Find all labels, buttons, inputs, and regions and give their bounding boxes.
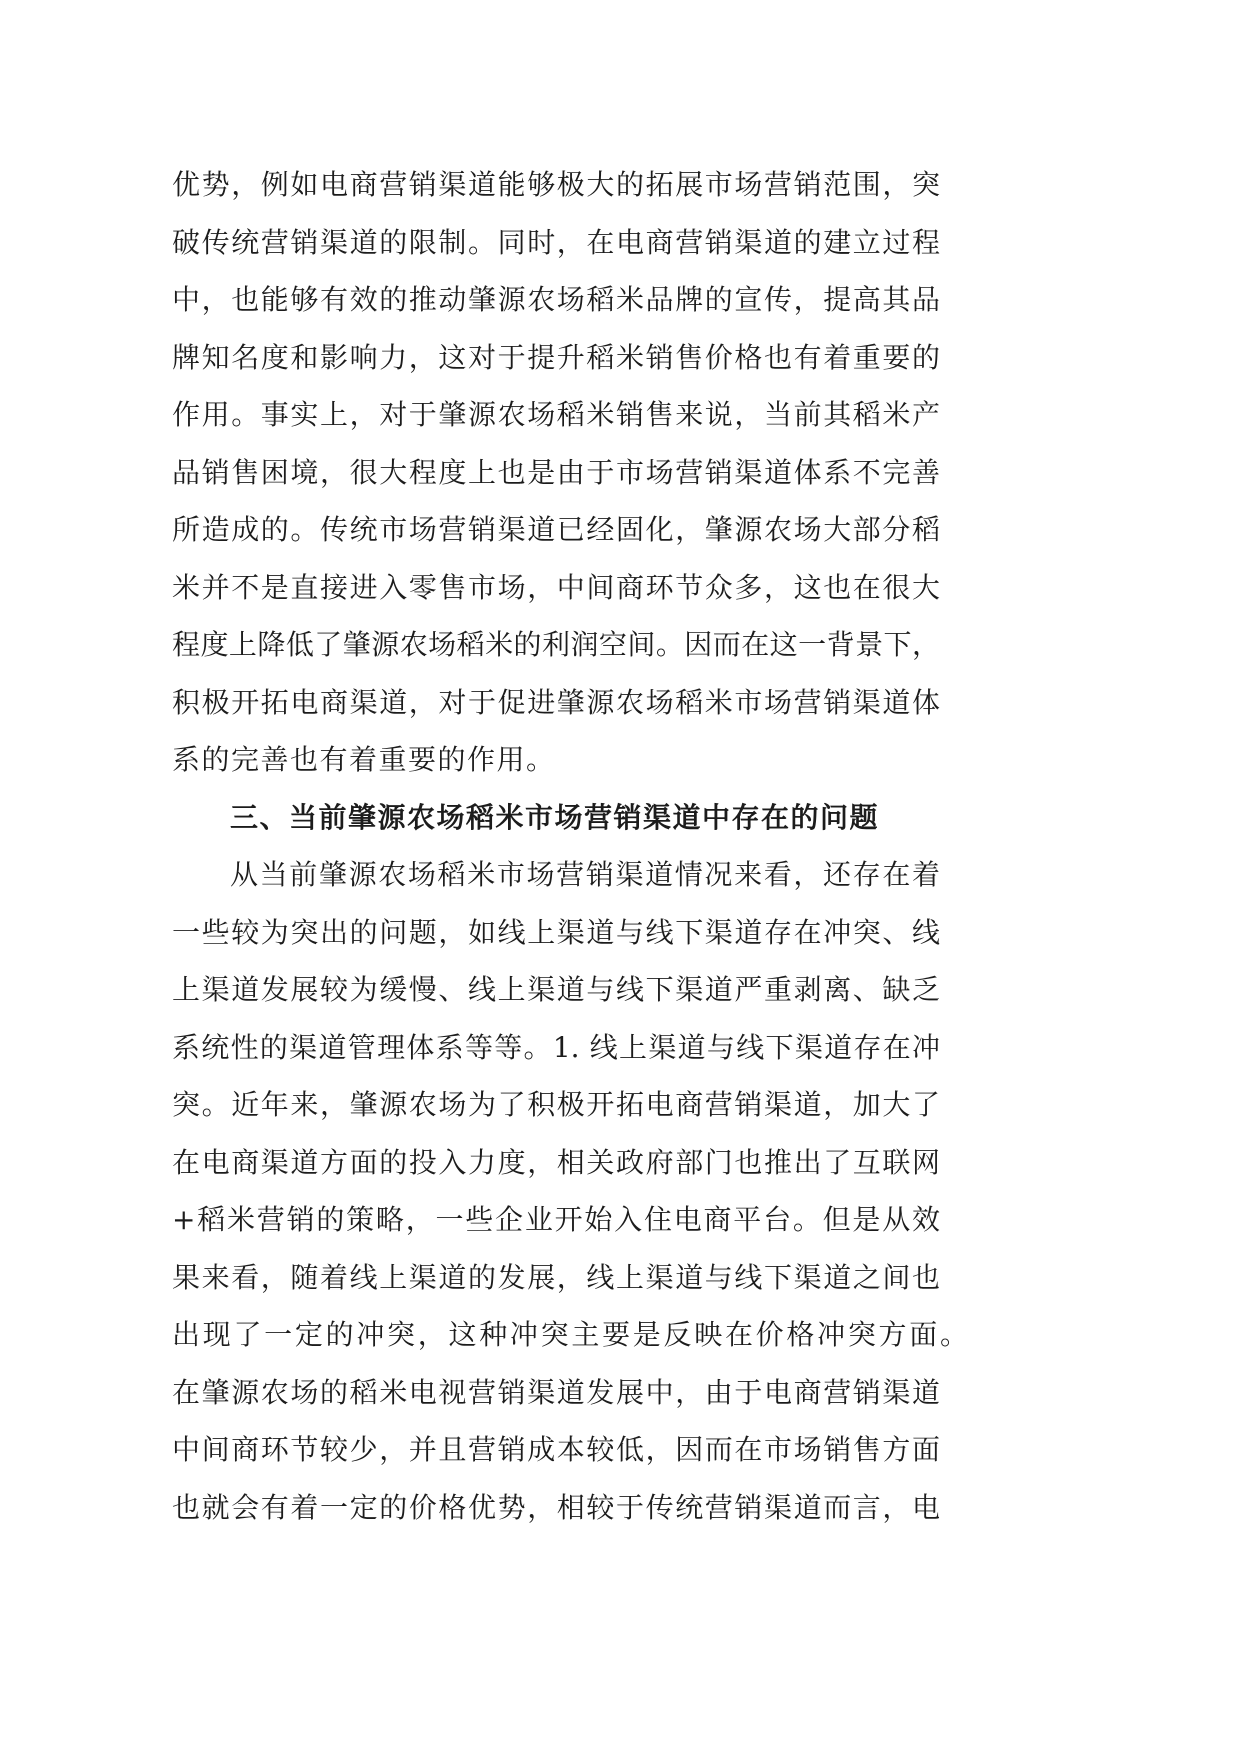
text-line: 作用。事实上，对于肇源农场稻米销售来说，当前其稻米产	[172, 398, 940, 431]
text-line: 系统性的渠道管理体系等等。1. 线上渠道与线下渠道存在冲	[172, 1030, 940, 1064]
text-line: 也就会有着一定的价格优势，相较于传统营销渠道而言，电	[172, 1490, 940, 1524]
text-line: 出现了一定的冲突，这种冲突主要是反映在价格冲突方面。	[172, 1318, 968, 1351]
text-line: 中间商环节较少，并且营销成本较低，因而在市场销售方面	[172, 1433, 940, 1466]
text-line: 米并不是直接进入零售市场，中间商环节众多，这也在很大	[172, 570, 940, 604]
paragraph-continued	[172, 156, 940, 789]
text-line: 所造成的。传统市场营销渠道已经固化，肇源农场大部分稻	[172, 513, 940, 546]
text-line: 中，也能够有效的推动肇源农场稻米品牌的宣传，提高其品	[172, 283, 940, 316]
text-line: 积极开拓电商渠道，对于促进肇源农场稻米市场营销渠道体	[172, 685, 940, 719]
text-line: 程度上降低了肇源农场稻米的利润空间。因而在这一背景下，	[172, 628, 940, 661]
text-line: +稻米营销的策略，一些企业开始入住电商平台。但是从效	[172, 1203, 940, 1236]
text-line: 破传统营销渠道的限制。同时，在电商营销渠道的建立过程	[172, 225, 940, 259]
section-heading-block	[172, 789, 940, 847]
paragraph-issues	[172, 846, 968, 1536]
text-line-last: 系的完善也有着重要的作用。	[172, 743, 556, 776]
text-line: 在肇源农场的稻米电视营销渠道发展中，由于电商营销渠道	[172, 1375, 940, 1409]
text-line-first: 从当前肇源农场稻米市场营销渠道情况来看，还存在着	[230, 858, 940, 891]
text-line: 突。近年来，肇源农场为了积极开拓电商营销渠道，加大了	[172, 1088, 940, 1121]
section-heading: 三、当前肇源农场稻米市场营销渠道中存在的问题	[230, 800, 880, 834]
text-line: 优势，例如电商营销渠道能够极大的拓展市场营销范围，突	[172, 168, 940, 201]
text-line: 果来看，随着线上渠道的发展，线上渠道与线下渠道之间也	[172, 1260, 940, 1294]
document-page	[172, 156, 968, 1536]
text-line: 牌知名度和影响力，这对于提升稻米销售价格也有着重要的	[172, 340, 940, 374]
text-line: 一些较为突出的问题，如线上渠道与线下渠道存在冲突、线	[172, 915, 940, 949]
text-line: 品销售困境，很大程度上也是由于市场营销渠道体系不完善	[172, 455, 940, 489]
text-line: 上渠道发展较为缓慢、线上渠道与线下渠道严重剥离、缺乏	[172, 973, 940, 1006]
text-line: 在电商渠道方面的投入力度，相关政府部门也推出了互联网	[172, 1145, 940, 1179]
